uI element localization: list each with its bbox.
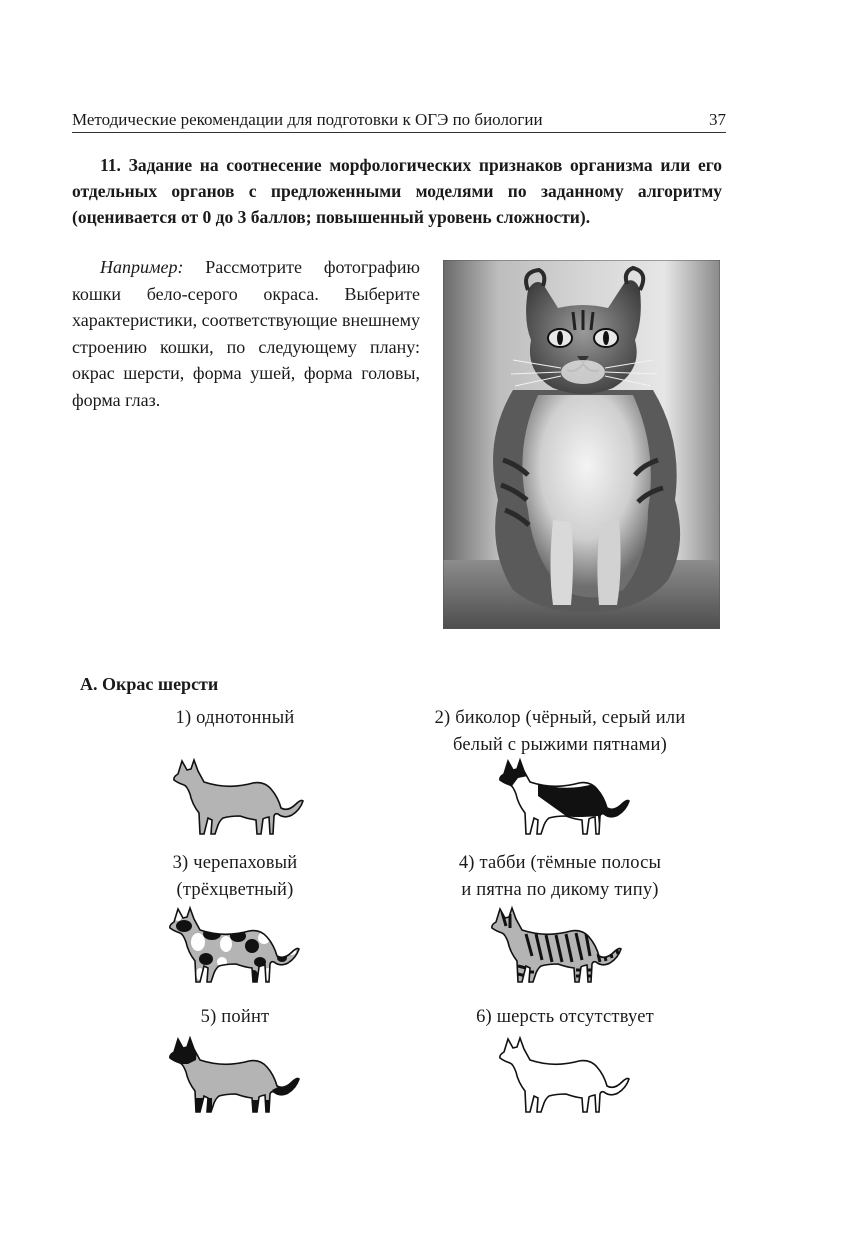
option-2-label <box>395 705 725 759</box>
task-text: Задание на соотнесение морфологических признаков организма или его отдельных органов с предложенными моделями по заданному алгоритму (оценивается от 0 до 3 баллов; повышенный уровень сложности). <box>72 155 722 227</box>
tabby-cat-icon <box>486 904 626 986</box>
option-2-line-2: белый с рыжими пятнами) <box>453 735 667 755</box>
solid-gray-cat-icon <box>168 756 308 838</box>
option-4-line-2: и пятна по дикому типу) <box>461 880 659 900</box>
option-2-line-1: 2) биколор (чёрный, серый или <box>434 708 686 728</box>
page-header <box>72 108 726 133</box>
option-4-label <box>405 850 715 904</box>
option-1-line-1: 1) однотонный <box>175 708 295 728</box>
point-cat-icon <box>164 1034 304 1116</box>
option-3-label <box>130 850 340 904</box>
page-number: 37 <box>709 110 726 129</box>
option-3-line-1: 3) черепаховый <box>172 853 298 873</box>
intro-lead: Например: <box>100 257 184 277</box>
hairless-cat-icon <box>494 1034 634 1116</box>
option-1-label <box>130 705 340 732</box>
task-statement <box>72 152 722 230</box>
task-number: 11. <box>100 155 121 175</box>
option-6-label <box>420 1004 710 1031</box>
option-6-line-1: 6) шерсть отсутствует <box>476 1007 654 1027</box>
header-title: Методические рекомендации для подготовки к ОГЭ по биологии <box>72 110 543 129</box>
option-5-line-1: 5) пойнт <box>200 1007 270 1027</box>
option-5-label <box>130 1004 340 1031</box>
tortoiseshell-cat-icon <box>164 904 304 986</box>
section-heading: А. Окрас шерсти <box>80 674 219 694</box>
option-4-line-1: 4) табби (тёмные полосы <box>458 853 662 873</box>
cat-photo <box>443 260 720 629</box>
option-3-line-2: (трёхцветный) <box>176 880 294 900</box>
intro-paragraph <box>72 254 420 413</box>
intro-text: Рассмотрите фотографию кошки бело-серого окраса. Выберите характеристики, соответствующие внешнему строению кошки, по следующему плану: окрас шерсти, форма ушей, форма головы, форма глаз. <box>72 257 420 410</box>
bicolor-cat-icon <box>494 756 634 838</box>
